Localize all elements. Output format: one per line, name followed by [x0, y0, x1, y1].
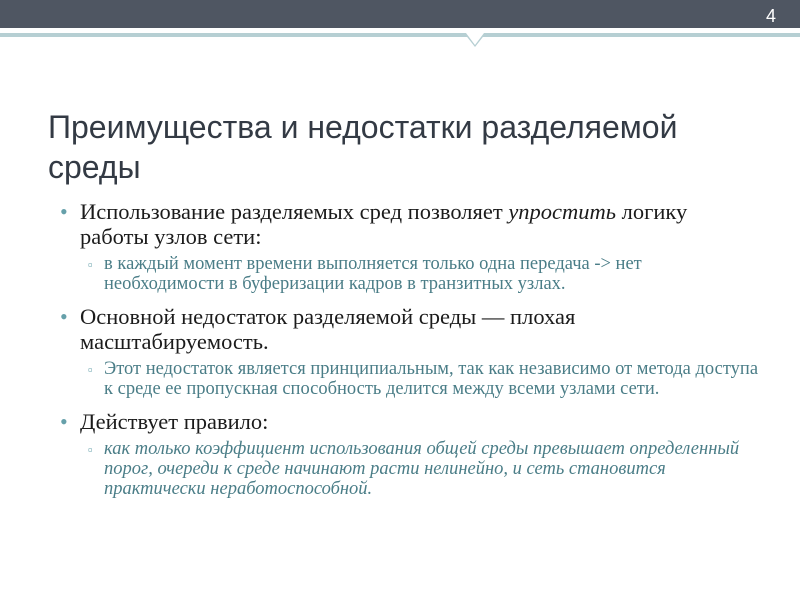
sub-bullet-3 — [88, 439, 760, 499]
sub-bullet-3-text: как только коэффициент использования общей среды превышает определенный порог, очереди к среде начинают расти нелинейно, и сеть становится практически неработоспособной. — [104, 439, 740, 499]
bullet-3 — [60, 409, 760, 434]
bullet-1-text-b: логику работы узлов сети: — [80, 199, 688, 249]
top-bar — [0, 0, 800, 28]
bullet-1 — [60, 199, 760, 249]
bullet-dot-icon: • — [60, 409, 68, 434]
slide-title: Преимущества и недостатки разделяемой среды — [48, 109, 678, 185]
bullet-dot-icon: • — [60, 304, 68, 329]
sub-bullet-2-text: Этот недостаток является принципиальным, так как независимо от метода доступа к среде ее пропускная способность делится между всеми узлами сети. — [104, 359, 759, 399]
square-bullet-icon: ▫ — [88, 442, 93, 457]
sub-bullet-1-text: в каждый момент времени выполняется только одна передача -> нет необходимости в буферизации кадров в транзитных узлах. — [104, 254, 642, 294]
rule-notch — [466, 33, 484, 45]
sub-bullet-2 — [88, 359, 760, 399]
bullet-1-emphasis: упростить — [508, 199, 617, 224]
bullet-3-text: Действует правило: — [80, 409, 269, 434]
slide-number: 4 — [765, 6, 776, 26]
bullet-2 — [60, 304, 760, 354]
header-rule — [0, 33, 800, 37]
slide-content — [60, 199, 760, 509]
square-bullet-icon: ▫ — [88, 257, 93, 272]
bullet-dot-icon: • — [60, 199, 68, 224]
square-bullet-icon: ▫ — [88, 362, 93, 377]
bullet-1-text-a: Использование разделяемых сред позволяет — [80, 199, 509, 224]
sub-bullet-1 — [88, 254, 760, 294]
bullet-2-text: Основной недостаток разделяемой среды — плохая масштабируемость. — [80, 304, 576, 354]
